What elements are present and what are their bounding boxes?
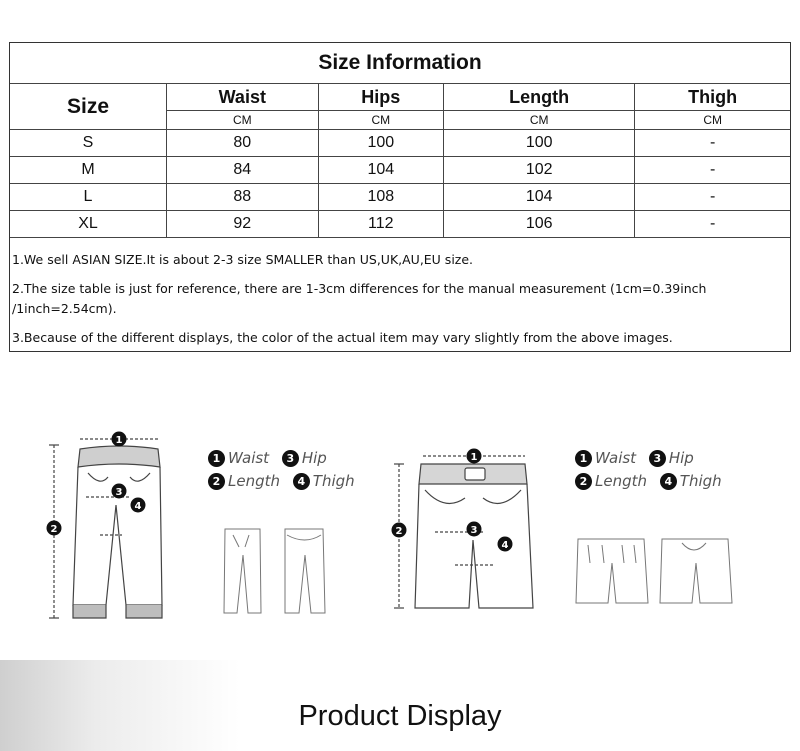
hips-column-header: Hips (318, 84, 443, 111)
legend-item-waist: 1 Waist (575, 449, 636, 467)
shorts-marker-4 (498, 537, 513, 552)
waist-cell: 88 (167, 184, 319, 211)
thigh-cell: - (635, 130, 790, 157)
size-table (10, 43, 790, 238)
pants-marker-4 (131, 498, 146, 513)
svg-text:3: 3 (470, 525, 478, 536)
legend-item-thigh: 4 Thigh (293, 472, 355, 490)
shorts-legend (575, 449, 730, 495)
note-3: 3.Because of the different displays, the color of the actual item may vary slightly from the above images. (12, 330, 673, 345)
legend-item-length: 2 Length (208, 472, 280, 490)
waist-cell: 84 (167, 157, 319, 184)
waist-cell: 80 (167, 130, 319, 157)
svg-text:1: 1 (115, 435, 123, 446)
table-row (10, 211, 790, 238)
size-column-header: Size (10, 84, 167, 130)
waist-column-header: Waist (167, 84, 319, 111)
hips-cell: 104 (318, 157, 443, 184)
length-cell: 100 (444, 130, 635, 157)
pants-marker-3 (112, 484, 127, 499)
thigh-cell: - (635, 157, 790, 184)
thigh-cell: - (635, 211, 790, 238)
pants-diagram (40, 425, 210, 625)
svg-text:2: 2 (50, 524, 58, 535)
table-row (10, 184, 790, 211)
measurement-diagrams (0, 365, 800, 655)
length-unit: CM (444, 111, 635, 130)
hips-cell: 112 (318, 211, 443, 238)
legend-item-hip: 3 Hip (282, 449, 327, 467)
shorts-marker-2 (392, 523, 407, 538)
thigh-column-header: Thigh (635, 84, 790, 111)
table-row (10, 157, 790, 184)
size-cell: M (10, 157, 167, 184)
length-cell: 104 (444, 184, 635, 211)
size-cell: L (10, 184, 167, 211)
pants-thumbnails (215, 525, 345, 620)
table-title: Size Information (10, 43, 790, 84)
shorts-marker-1 (467, 449, 482, 464)
shorts-thumbnails (572, 533, 742, 613)
thigh-unit: CM (635, 111, 790, 130)
length-column-header: Length (444, 84, 635, 111)
hips-unit: CM (318, 111, 443, 130)
hips-cell: 100 (318, 130, 443, 157)
shorts-marker-3 (467, 522, 482, 537)
length-cell: 102 (444, 157, 635, 184)
pants-marker-1 (112, 432, 127, 447)
legend-item-hip: 3 Hip (649, 449, 694, 467)
size-cell: S (10, 130, 167, 157)
product-display-heading: Product Display (298, 700, 502, 732)
size-information-panel (9, 42, 791, 352)
waist-unit: CM (167, 111, 319, 130)
svg-text:1: 1 (470, 452, 478, 463)
pants-marker-2 (47, 521, 62, 536)
svg-text:3: 3 (115, 487, 123, 498)
length-cell: 106 (444, 211, 635, 238)
pants-legend (208, 449, 363, 495)
svg-text:4: 4 (501, 540, 509, 551)
thigh-cell: - (635, 184, 790, 211)
legend-item-waist: 1 Waist (208, 449, 269, 467)
svg-text:4: 4 (134, 501, 142, 512)
size-cell: XL (10, 211, 167, 238)
legend-item-length: 2 Length (575, 472, 647, 490)
legend-item-thigh: 4 Thigh (660, 472, 722, 490)
shorts-diagram (385, 440, 555, 615)
table-row (10, 130, 790, 157)
svg-text:2: 2 (395, 526, 403, 537)
note-1: 1.We sell ASIAN SIZE.It is about 2-3 size SMALLER than US,UK,AU,EU size. (12, 252, 474, 267)
waist-cell: 92 (167, 211, 319, 238)
note-2-continued: /1inch=2.54cm). (12, 301, 117, 316)
note-2: 2.The size table is just for reference, there are 1-3cm differences for the manual measurement (1cm=0.39inch (12, 281, 707, 296)
hips-cell: 108 (318, 184, 443, 211)
